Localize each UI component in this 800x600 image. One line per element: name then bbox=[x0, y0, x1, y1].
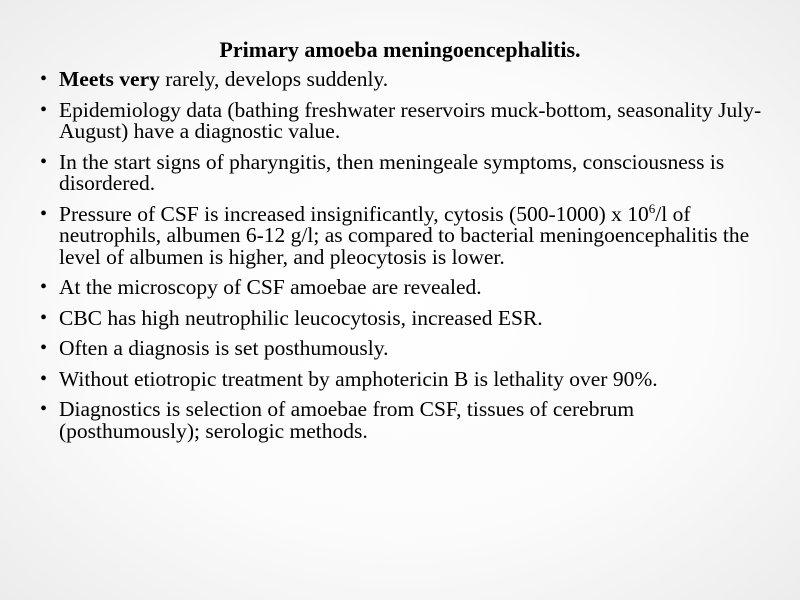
bullet-item bbox=[37, 338, 772, 360]
bullet-text: Pressure of CSF is increased insignificantly, cytosis (500-1000) x 10 bbox=[59, 201, 649, 226]
bullet-dot-icon: • bbox=[40, 337, 48, 359]
bullet-text: CBC has high neutrophilic leucocytosis, increased ESR. bbox=[59, 305, 543, 330]
bullet-list bbox=[37, 69, 772, 451]
bullet-text: rarely, develops suddenly. bbox=[159, 67, 389, 91]
bullet-dot-icon: • bbox=[40, 306, 48, 329]
bullet-text-continued: /l of neutrophils, albumen 6-12 g/l; as compared to bacterial meningoencephalitis the level of albumen is higher, and pleocytosis is lower. bbox=[59, 201, 750, 269]
bullet-dot-icon: • bbox=[40, 367, 48, 390]
bullet-text: Epidemiology data (bathing freshwater reservoirs muck-bottom, seasonality July-August) have a diagnostic value. bbox=[59, 97, 762, 143]
bullet-item bbox=[37, 399, 772, 442]
bullet-bold-text: Meets very bbox=[59, 67, 160, 91]
bullet-text: Without etiotropic treatment by amphotericin B is lethality over 90%. bbox=[59, 366, 658, 391]
bullet-text: Often a diagnosis is set posthumously. bbox=[59, 336, 389, 360]
bullet-dot-icon: • bbox=[40, 68, 48, 90]
bullet-item bbox=[37, 97, 772, 143]
bullet-item bbox=[37, 305, 772, 330]
bullet-dot-icon: • bbox=[40, 276, 48, 298]
bullet-text: Diagnostics is selection of amoebae from CSF, tissues of cerebrum (posthumously); serologic methods. bbox=[59, 397, 635, 443]
bullet-dot-icon: • bbox=[40, 98, 48, 121]
superscript: 6 bbox=[648, 200, 656, 216]
bullet-item bbox=[37, 277, 772, 299]
slide-title: Primary amoeba meningoencephalitis. bbox=[219, 37, 581, 62]
bullet-text: In the start signs of pharyngitis, then meningeale symptoms, consciousness is disordered. bbox=[59, 149, 725, 195]
bullet-dot-icon: • bbox=[40, 202, 48, 225]
bullet-dot-icon: • bbox=[40, 398, 48, 420]
bullet-item bbox=[37, 149, 772, 195]
bullet-item bbox=[37, 366, 772, 391]
bullet-dot-icon: • bbox=[40, 150, 48, 173]
bullet-item bbox=[37, 69, 772, 91]
bullet-item bbox=[37, 200, 772, 269]
bullet-text: At the microscopy of CSF amoebae are revealed. bbox=[59, 275, 482, 299]
